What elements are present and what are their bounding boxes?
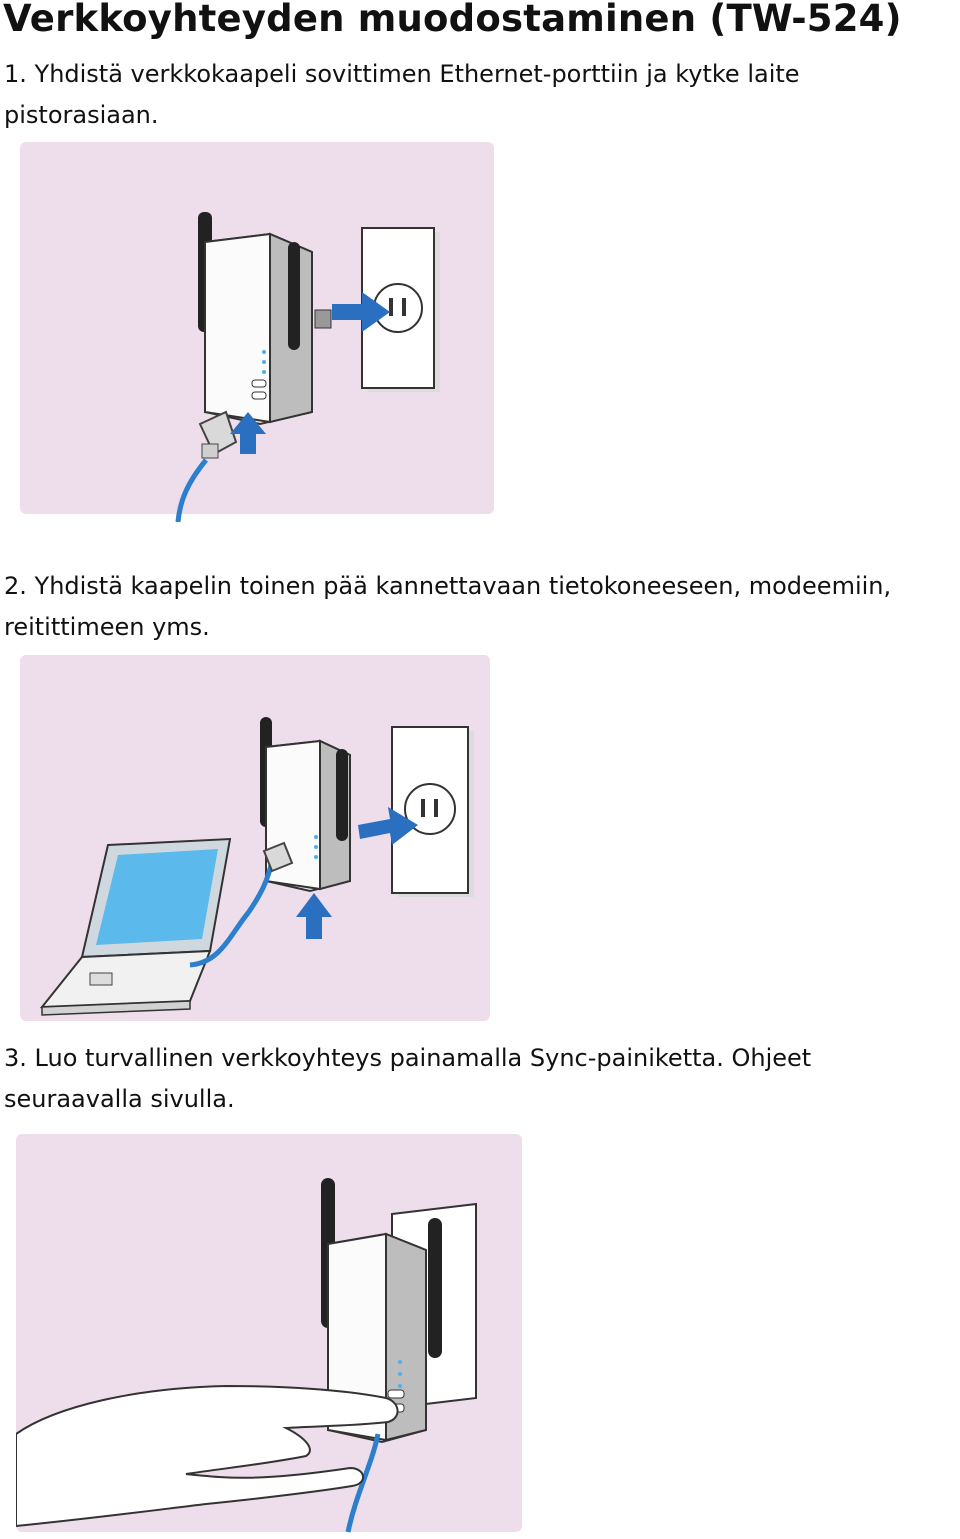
step-1-line-1: 1. Yhdistä verkkokaapeli sovittimen Ethernet-porttiin ja kytke laite [4,60,800,88]
wall-outlet [392,727,474,897]
step-2-text [4,566,954,648]
step-3-illustration [16,1134,526,1534]
step-2-line-1: 2. Yhdistä kaapelin toinen pää kannettavaan tietokoneeseen, modeemiin, [4,572,892,600]
step-3-line-1: 3. Luo turvallinen verkkoyhteys painamalla Sync-painiketta. Ohjeet [4,1044,812,1072]
step-1-illustration [20,142,498,522]
step-3-text [4,1038,954,1120]
step-1-line-2: pistorasiaan. [4,101,159,129]
step-2-illustration [20,655,494,1025]
page-title: Verkkoyhteyden muodostaminen (TW-524) [3,0,902,40]
step-3-line-2: seuraavalla sivulla. [4,1085,235,1113]
step-1-text [4,54,954,136]
step-2-line-2: reitittimeen yms. [4,613,210,641]
